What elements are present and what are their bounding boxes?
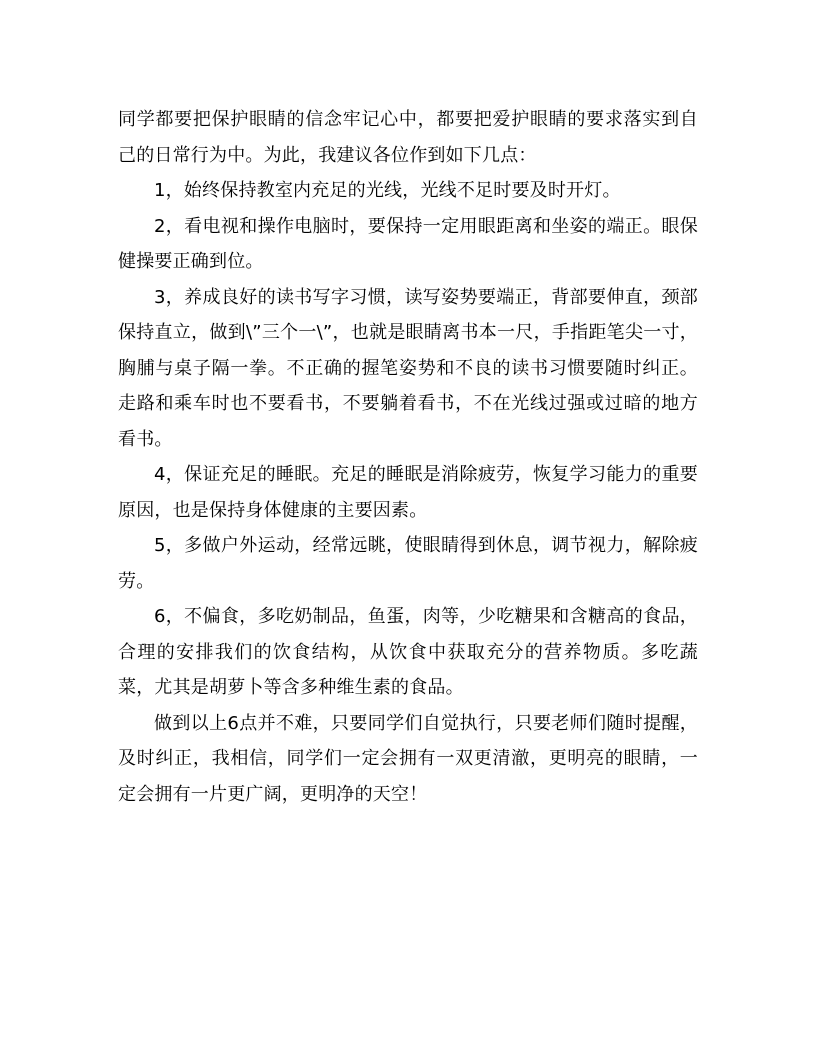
paragraph-point-5: 5，多做户外运动，经常远眺，使眼睛得到休息，调节视力，解除疲劳。 (118, 535, 698, 592)
paragraph-point-6: 6，不偏食，多吃奶制品，鱼蛋，肉等，少吃糖果和含糖高的食品，合理的安排我们的饮食结构，从饮食中获取充分的营养物质。多吃蔬菜，尤其是胡萝卜等含多种维生素的食品。 (118, 606, 698, 698)
paragraph-point-2: 2，看电视和操作电脑时，要保持一定用眼距离和坐姿的端正。眼保健操要正确到位。 (118, 215, 698, 272)
paragraph-conclusion: 做到以上6点并不难，只要同学们自觉执行，只要老师们随时提醒，及时纠正，我相信，同学们一定会拥有一双更清澈，更明亮的眼睛，一定会拥有一片更广阔，更明净的天空！ (118, 712, 698, 805)
document-body (118, 102, 698, 812)
paragraph-point-4: 4，保证充足的睡眠。充足的睡眠是消除疲劳，恢复学习能力的重要原因，也是保持身体健康的主要因素。 (118, 464, 698, 521)
paragraph-point-1: 1，始终保持教室内充足的光线，光线不足时要及时开灯。 (154, 180, 621, 201)
paragraph-intro-continuation: 同学都要把保护眼睛的信念牢记心中，都要把爱护眼睛的要求落实到自己的日常行为中。为此，我建议各位作到如下几点： (118, 109, 698, 166)
paragraph-point-3: 3，养成良好的读书写字习惯，读写姿势要端正，背部要伸直，颈部保持直立，做到\”三个一\”，也就是眼睛离书本一尺，手指距笔尖一寸，胸脯与桌子隔一拳。不正确的握笔姿势和不良的读书习惯要随时纠正。走路和乘车时也不要看书，不要躺着看书，不在光线过强或过暗的地方看书。 (118, 286, 698, 450)
